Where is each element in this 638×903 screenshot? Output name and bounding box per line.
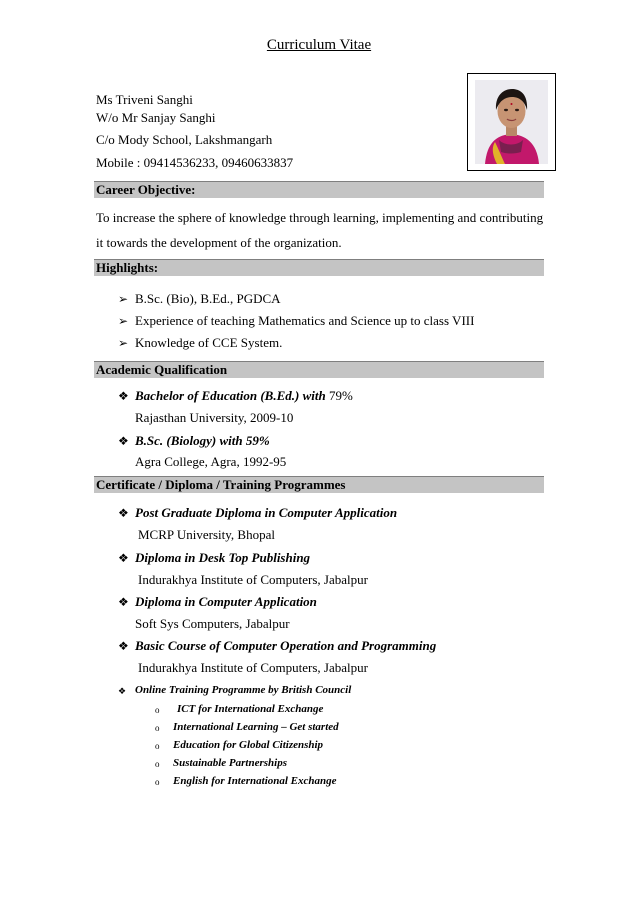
certificate-institution: Indurakhya Institute of Computers, Jabalpur	[138, 572, 368, 587]
training-item: Education for Global Citizenship	[173, 739, 324, 751]
highlight-item: Knowledge of CCE System.	[135, 335, 283, 350]
contact-relation: W/o Mr Sanjay Sanghi	[96, 110, 216, 125]
contact-mobile: Mobile : 09414536233, 09460633837	[96, 155, 294, 170]
diamond-bullet-icon: ❖	[118, 686, 127, 696]
certificate-title: Post Graduate Diploma in Computer Application	[135, 505, 398, 520]
contact-name: Ms Triveni Sanghi	[96, 92, 193, 107]
training-item: ICT for International Exchange	[177, 703, 324, 715]
training-item: International Learning – Get started	[173, 721, 339, 733]
certificate-institution: Indurakhya Institute of Computers, Jabalpur	[138, 660, 368, 675]
academic-institution: Agra College, Agra, 1992-95	[135, 454, 287, 469]
contact-address: C/o Mody School, Lakshmangarh	[96, 132, 273, 147]
portrait-image	[475, 80, 548, 164]
diamond-bullet-icon: ❖	[118, 389, 129, 403]
training-item: Sustainable Partnerships	[173, 757, 288, 769]
certificate-institution: Soft Sys Computers, Jabalpur	[135, 616, 290, 631]
profile-photo	[475, 80, 548, 164]
diamond-bullet-icon: ❖	[118, 506, 129, 520]
training-item: English for International Exchange	[173, 775, 337, 787]
section-header-certificates: Certificate / Diploma / Training Programmes	[94, 476, 544, 493]
diamond-bullet-icon: ❖	[118, 434, 129, 448]
academic-degree-title: B.Sc. (Biology) with 59%	[135, 433, 270, 448]
highlight-item: B.Sc. (Bio), B.Ed., PGDCA	[135, 291, 281, 306]
arrow-bullet-icon: ➢	[118, 336, 129, 350]
section-header-academic: Academic Qualification	[94, 361, 544, 378]
section-header-career: Career Objective:	[94, 181, 544, 198]
certificate-title: Diploma in Desk Top Publishing	[135, 550, 311, 565]
section-header-highlights: Highlights:	[94, 259, 544, 276]
arrow-bullet-icon: ➢	[118, 314, 129, 328]
career-objective-text: To increase the sphere of knowledge through learning, implementing and contributing it towards the development of the organization.	[96, 210, 544, 250]
certificate-title: Diploma in Computer Application	[135, 594, 317, 609]
academic-degree-title: Bachelor of Education (B.Ed.) with 79%	[135, 388, 353, 403]
circle-bullet-icon: o	[155, 777, 160, 787]
circle-bullet-icon: o	[155, 759, 160, 769]
photo-frame	[467, 73, 556, 171]
diamond-bullet-icon: ❖	[118, 595, 129, 609]
diamond-bullet-icon: ❖	[118, 551, 129, 565]
document-title: Curriculum Vitae	[266, 37, 372, 53]
circle-bullet-icon: o	[155, 705, 160, 715]
certificate-title: Basic Course of Computer Operation and Programming	[135, 638, 437, 653]
certificate-institution: MCRP University, Bhopal	[138, 527, 275, 542]
arrow-bullet-icon: ➢	[118, 292, 129, 306]
circle-bullet-icon: o	[155, 741, 160, 751]
academic-institution: Rajasthan University, 2009-10	[135, 410, 294, 425]
highlight-item: Experience of teaching Mathematics and Science up to class VIII	[135, 313, 475, 328]
circle-bullet-icon: o	[155, 723, 160, 733]
training-programme-title: Online Training Programme by British Council	[135, 684, 352, 696]
diamond-bullet-icon: ❖	[118, 639, 129, 653]
